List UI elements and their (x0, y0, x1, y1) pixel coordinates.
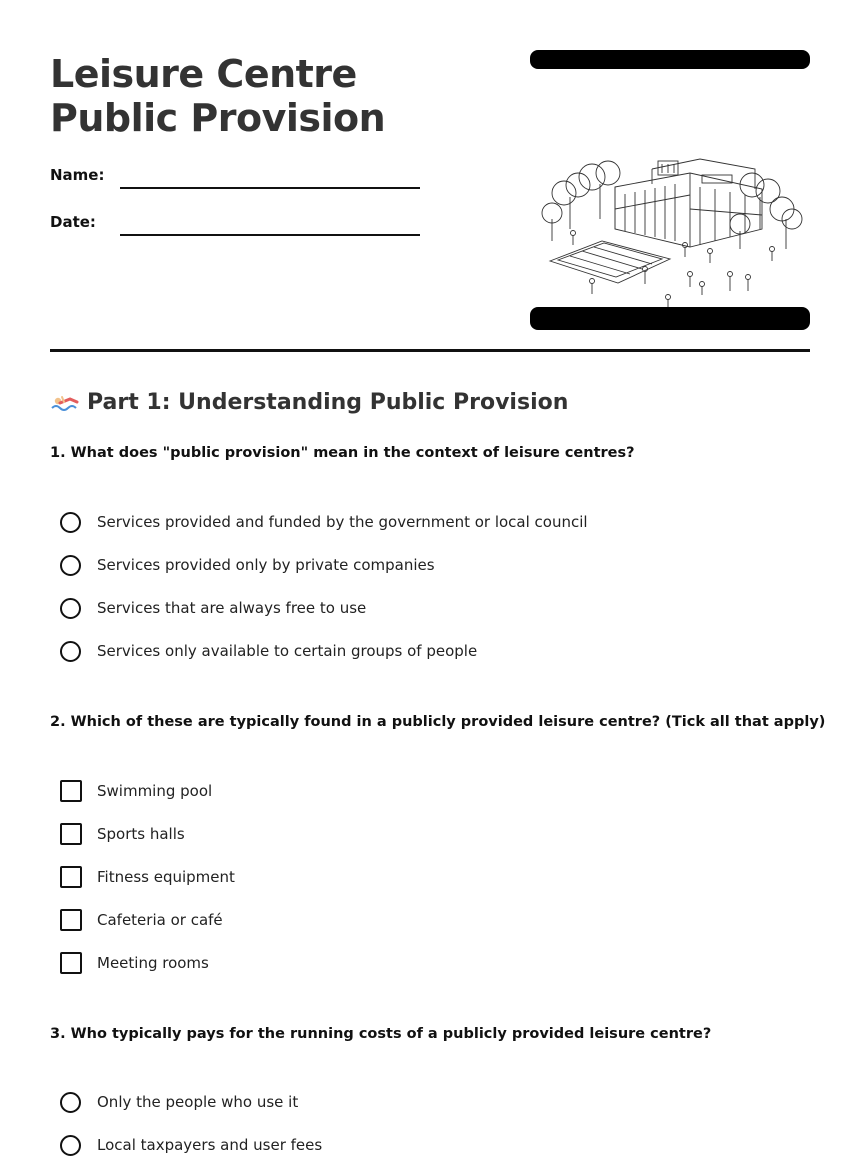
option-label: Services that are always free to use (97, 599, 367, 617)
option-label: Only the people who use it (97, 1093, 299, 1111)
section-1-title: Part 1: Understanding Public Provision (87, 390, 569, 415)
section-1-heading (50, 390, 568, 415)
q1-option-2[interactable] (60, 552, 435, 578)
q1-option-4[interactable] (60, 638, 477, 664)
q3-option-1[interactable] (60, 1089, 298, 1115)
q1-option-1[interactable] (60, 509, 588, 535)
q2-option-2[interactable] (60, 821, 185, 847)
q3-option-2[interactable] (60, 1132, 322, 1158)
option-label: Services only available to certain groups of people (97, 642, 478, 660)
leisure-centre-illustration-icon (530, 69, 810, 307)
worksheet-title: Leisure Centre Public Provision (50, 52, 386, 140)
option-label: Sports halls (97, 825, 185, 843)
date-field[interactable] (120, 234, 420, 236)
q1-option-3[interactable] (60, 595, 366, 621)
option-label: Local taxpayers and user fees (97, 1136, 323, 1154)
checkbox[interactable] (60, 780, 82, 802)
radio-button[interactable] (60, 512, 81, 533)
radio-button[interactable] (60, 641, 81, 662)
image-top-bar (530, 50, 810, 69)
option-label: Swimming pool (97, 782, 213, 800)
q2-option-5[interactable] (60, 950, 209, 976)
q2-option-3[interactable] (60, 864, 235, 890)
option-label: Services provided only by private companies (97, 556, 435, 574)
option-label: Meeting rooms (97, 954, 209, 972)
name-field[interactable] (120, 187, 420, 189)
checkbox[interactable] (60, 909, 82, 931)
q2-option-4[interactable] (60, 907, 223, 933)
swimmer-emoji-icon (50, 392, 80, 414)
header-divider (50, 349, 810, 352)
checkbox[interactable] (60, 866, 82, 888)
checkbox[interactable] (60, 952, 82, 974)
option-label: Services provided and funded by the government or local council (97, 513, 588, 531)
question-3-text: 3. Who typically pays for the running costs of a publicly provided leisure centre? (50, 1026, 712, 1042)
radio-button[interactable] (60, 555, 81, 576)
date-label: Date: (50, 213, 96, 231)
image-bottom-bar (530, 307, 810, 330)
leisure-centre-image (530, 50, 810, 330)
question-2-text: 2. Which of these are typically found in a publicly provided leisure centre? (Tick all that apply) (50, 714, 826, 730)
q2-option-1[interactable] (60, 778, 212, 804)
question-1-text: 1. What does "public provision" mean in the context of leisure centres? (50, 445, 635, 461)
option-label: Cafeteria or café (97, 911, 223, 929)
checkbox[interactable] (60, 823, 82, 845)
radio-button[interactable] (60, 598, 81, 619)
name-label: Name: (50, 166, 105, 184)
option-label: Fitness equipment (97, 868, 235, 886)
radio-button[interactable] (60, 1092, 81, 1113)
radio-button[interactable] (60, 1135, 81, 1156)
